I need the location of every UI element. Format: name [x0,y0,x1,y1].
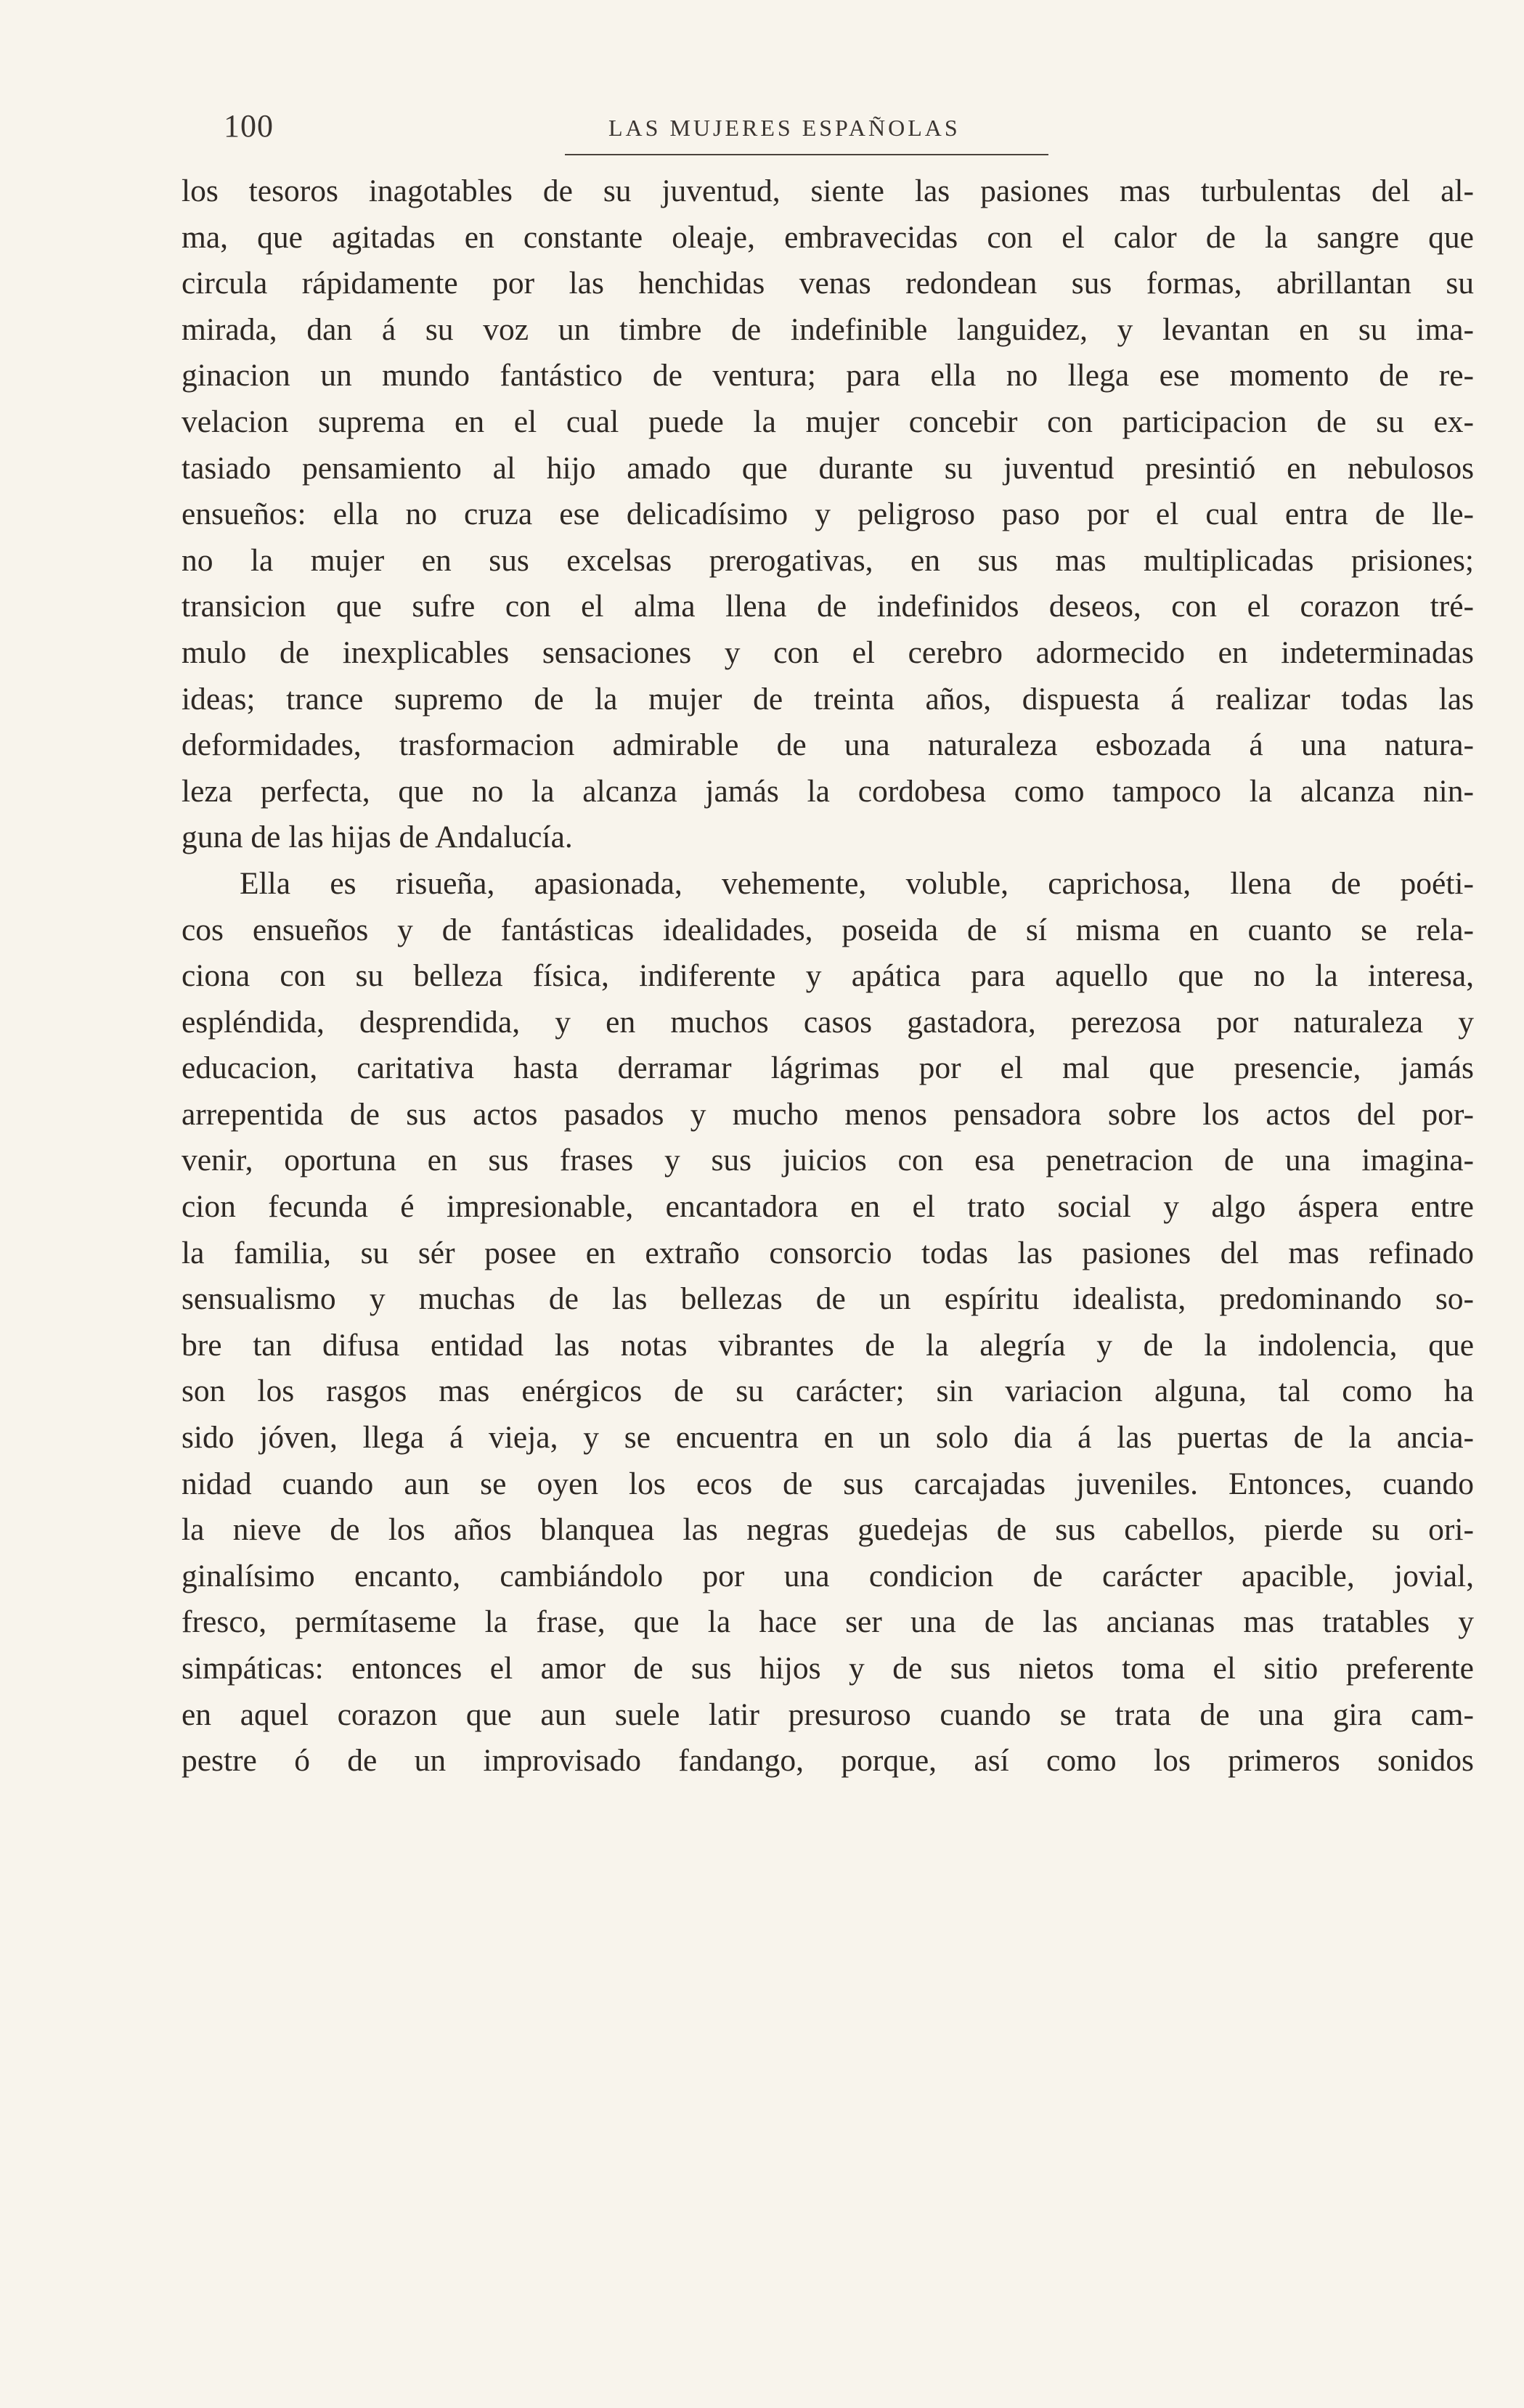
text-line: la nieve de los años blanquea las negras guedejas de sus cabellos, pierde su ori- [182,1512,1474,1548]
text-line: ideas; trance supremo de la mujer de treinta años, dispuesta á realizar todas las [182,681,1474,717]
text-line: Ella es risueña, apasionada, vehemente, voluble, caprichosa, llena de poéti- [240,865,1474,901]
text-line: tasiado pensamiento al hijo amado que durante su juventud presintió en nebulosos [182,450,1474,486]
text-line: los tesoros inagotables de su juventud, siente las pasiones mas turbulentas del al- [182,174,1474,208]
text-line: circula rápidamente por las henchidas venas redondean sus formas, abrillantan su [182,266,1474,301]
text-line: cos ensueños y de fantásticas idealidades, poseida de sí misma en cuanto se rela- [182,912,1474,947]
text-line: venir, oportuna en sus frases y sus juicios con esa penetracion de una imagina- [182,1143,1474,1178]
text-line: leza perfecta, que no la alcanza jamás la cordobesa como tampoco la alcanza nin- [182,773,1474,809]
running-title: LAS MUJERES ESPAÑOLAS [608,115,961,141]
text-line: educacion, caritativa hasta derramar lágrimas por el mal que presencie, jamás [182,1050,1474,1086]
text-line: sido jóven, llega á vieja, y se encuentra en un solo dia á las puertas de la ancia- [182,1420,1474,1456]
text-line: ginacion un mundo fantástico de ventura; para ella no llega ese momento de re- [182,358,1474,393]
text-line: ginalísimo encanto, cambiándolo por una condicion de carácter apacible, jovial, [182,1558,1474,1593]
text-line: mulo de inexplicables sensaciones y con el cerebro adormecido en indeterminadas [182,634,1474,670]
text-line: ensueños: ella no cruza ese delicadísimo y peligroso paso por el cual entra de lle- [182,497,1474,532]
text-line: bre tan difusa entidad las notas vibrantes de la alegría y de la indolencia, que [182,1327,1474,1363]
text-line: no la mujer en sus excelsas prerogativas, en sus mas multiplicadas prisiones; [182,542,1474,578]
text-line: arrepentida de sus actos pasados y mucho menos pensadora sobre los actos del por- [182,1096,1474,1132]
page-header [0,107,1524,151]
text-line: velacion suprema en el cual puede la mujer concebir con participacion de su ex- [182,404,1474,439]
text-line: transicion que sufre con el alma llena de indefinidos deseos, con el corazon tré- [182,589,1474,624]
text-line: la familia, su sér posee en extraño consorcio todas las pasiones del mas refinado [182,1235,1474,1270]
page-number: 100 [224,108,274,144]
text-line: deformidades, trasformacion admirable de una naturaleza esbozada á una natura- [182,727,1474,763]
text-line: ciona con su belleza física, indiferente y apática para aquello que no la interesa, [182,958,1474,994]
text-line: pestre ó de un improvisado fandango, porque, así como los primeros sonidos [182,1743,1474,1779]
text-line: guna de las hijas de Andalucía. [182,820,573,855]
text-line: simpáticas: entonces el amor de sus hijos y de sus nietos toma el sitio preferente [182,1651,1474,1686]
text-line: espléndida, desprendida, y en muchos casos gastadora, perezosa por naturaleza y [182,1004,1474,1040]
text-line: ma, que agitadas en constante oleaje, embravecidas con el calor de la sangre que [182,219,1474,255]
text-line: mirada, dan á su voz un timbre de indefinible languidez, y levantan en su ima- [182,311,1474,347]
text-line: son los rasgos mas enérgicos de su carácter; sin variacion alguna, tal como ha [182,1374,1474,1409]
text-line: nidad cuando aun se oyen los ecos de sus carcajadas juveniles. Entonces, cuando [182,1466,1474,1501]
text-line: cion fecunda é impresionable, encantadora en el trato social y algo áspera entre [182,1189,1474,1225]
header-rule [565,154,1048,155]
text-line: fresco, permítaseme la frase, que la hace ser una de las ancianas mas tratables y [182,1604,1474,1640]
text-line: sensualismo y muchas de las bellezas de un espíritu idealista, predominando so- [182,1281,1474,1317]
body-text [182,168,1474,1784]
text-line: en aquel corazon que aun suele latir presuroso cuando se trata de una gira cam- [182,1697,1474,1732]
